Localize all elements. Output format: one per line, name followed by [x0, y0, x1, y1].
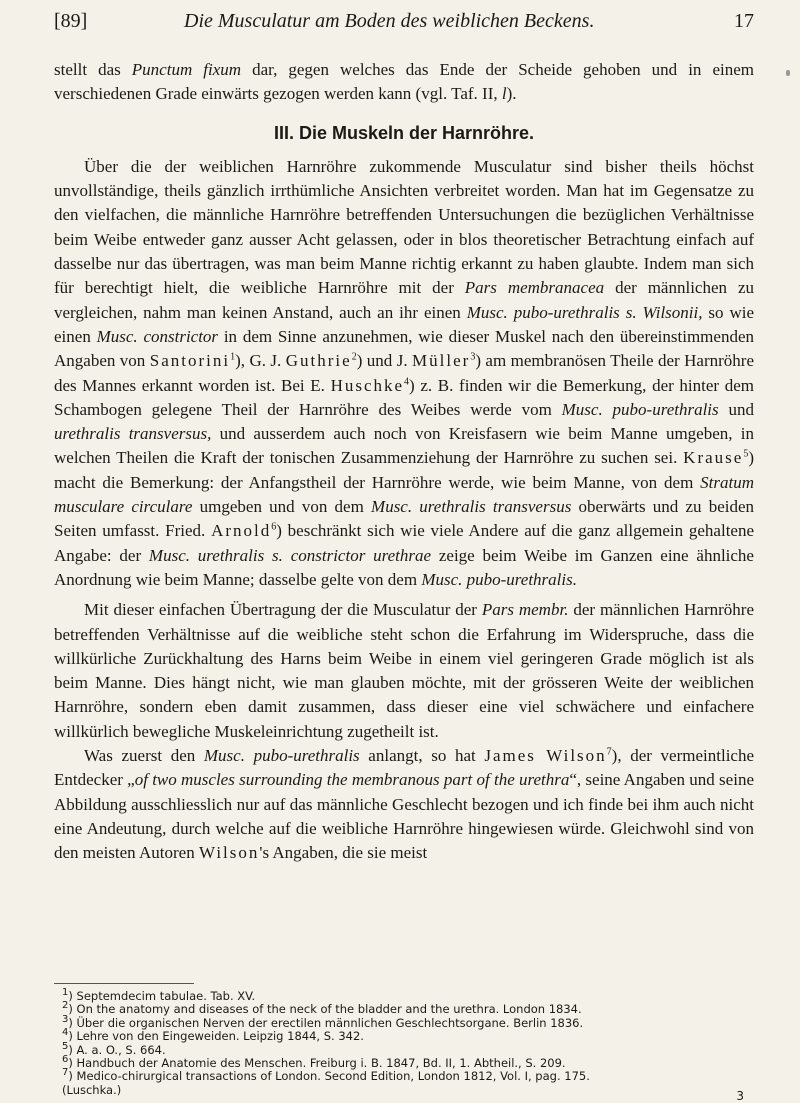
- signature-mark: 3: [736, 1089, 744, 1103]
- paragraph-3: Was zuerst den Musc. pubo-urethralis anlangt, so hat James Wilson$^7$), der vermeintliche Entdecker „of two muscles surrounding the membranous part of the urethra“, seine Angaben und seine Abbildung ausschliesslich nur auf das männliche Geschlecht bezogen und ich finde bei ihm auch nicht eine Andeutung, durch welche auf die weibliche Harnröhre hingewiesen würde. Gleichwohl sind von den meisten Autoren Wilson's Angaben, die sie meist: [54, 746, 755, 863]
- page-header: [54, 10, 754, 40]
- footnote-ref: 4: [404, 375, 410, 387]
- page-bracket-number: [89]: [54, 10, 88, 32]
- footnote: $^4$) Lehre von den Eingeweiden. Leipzig 1844, S. 342.: [62, 1027, 364, 1044]
- footnote-ref: 5: [743, 448, 749, 460]
- footnote: $^3$) Über die organischen Nerven der erectilen männlichen Geschlechtsorgane. Berlin 1836.: [62, 1013, 584, 1030]
- footnote: $^6$) Handbuch der Anatomie des Menschen. Freiburg i. B. 1847, Bd. II, 1. Abtheil., S. 209.: [62, 1054, 566, 1071]
- section-heading: III. Die Muskeln der Harnröhre.: [273, 122, 535, 143]
- footnote-ref: 6: [271, 521, 277, 533]
- footnote-author: (Luschka.): [62, 1082, 122, 1097]
- footnote: $^1$) Septemdecim tabulae. Tab. XV.: [62, 987, 256, 1003]
- footnotes: [62, 987, 752, 1103]
- body-text: [54, 58, 754, 866]
- paragraph-2: Mit dieser einfachen Übertragung der die Musculatur der Pars membr. der männlichen Harnröhre betreffenden Verhältnisse auf die weibliche steht schon die Erfahrung im Widerspruche, dass die willkürliche Zurückhaltung des Harns beim Weibe in einem viel geringeren Grade möglich ist als beim Manne. Dies hängt nicht, wie man glauben möchte, mit der grösseren Weite der weiblichen Harnröhre, sondern eben damit zusammen, dass dieser eine viel schwächere und einfachere willkürlich bewegliche Muskeleinrichtung zugetheilt ist.: [54, 600, 754, 741]
- running-title: Die Musculatur am Boden des weiblichen Beckens.: [184, 10, 595, 32]
- footnote-ref: 7: [606, 746, 612, 758]
- paragraph-1: Über die der weiblichen Harnröhre zukommende Musculatur sind bisher theils höchst unvollständige, theils gänzlich irrthümliche Ansichten verbreitet worden. Man hat im Gegensatze zu den vielfachen, die männliche Harnröhre betreffenden Untersuchungen die bezüglichen Verhältnisse beim Weibe entweder ganz ausser Acht gelassen, oder in blos theoretischer Betrachtung einfach auf dasselbe nur das übertragen, was man beim Manne richtig erkannt zu haben glaubte. Indem man sich für berechtigt hielt, die weibliche Harnröhre mit der Pars membranacea der männlichen zu vergleichen, nahm man keinen Anstand, auch an ihr einen Musc. pubo-urethralis s. Wilsonii, so wie einen Musc. constrictor in dem Sinne anzunehmen, wie dieser Muskel nach den übereinstimmenden Angaben von Santorini$^1$), G. J. Guthrie$^2$) und J. Müller$^3$) am membranösen Theile der Harnröhre des Mannes erkannt worden ist. Bei E. Huschke$^4$) z. B. finden wir die Bemerkung, der hinter dem Schambogen gelegene Theil der Harnröhre des Weibes werde vom Musc. pubo-urethralis und urethralis transversus, und ausserdem auch noch von Kreisfasern wie beim Manne umgeben, in welchen Theilen die Kraft der tonischen Zusammenziehung der Harnröhre zu suchen sei. Krause$^5$) macht die Bemerkung: der Anfangstheil der Harnröhre werde, wie beim Manne, von dem Stratum musculare circulare umgeben und von dem Musc. urethralis transversus oberwärts und zu beiden Seiten umfasst. Fried. Arnold$^6$) beschränkt sich wie viele Andere auf die ganz allgemein gehaltene Angabe: der Musc. urethralis s. constrictor urethrae zeige beim Weibe im Ganzen eine ähnliche Anordnung wie beim Manne; dasselbe gelte von dem Musc. pubo-urethralis.: [54, 156, 755, 589]
- margin-speck: [786, 70, 790, 76]
- footnote: $^2$) On the anatomy and diseases of the neck of the bladder and the urethra. London 1834.: [62, 1000, 582, 1017]
- intro-paragraph: stellt das Punctum fixum dar, gegen welches das Ende der Scheide gehoben und in einem verschiedenen Grade einwärts gezogen werden kann (vgl. Taf. II, l).: [54, 60, 754, 104]
- footnote-ref: 1: [230, 351, 236, 363]
- footnote-rule: [54, 983, 194, 984]
- footnote: $^7$) Medico-chirurgical transactions of London. Second Edition, London 1812, Vol. I, pag. 175.: [62, 1067, 590, 1084]
- page: [54, 0, 754, 1101]
- footnote-ref: 3: [470, 351, 476, 363]
- footnote-ref: 2: [351, 351, 357, 363]
- footnote: $^5$) A. a. O., S. 664.: [62, 1040, 166, 1057]
- folio-number: 17: [734, 10, 754, 32]
